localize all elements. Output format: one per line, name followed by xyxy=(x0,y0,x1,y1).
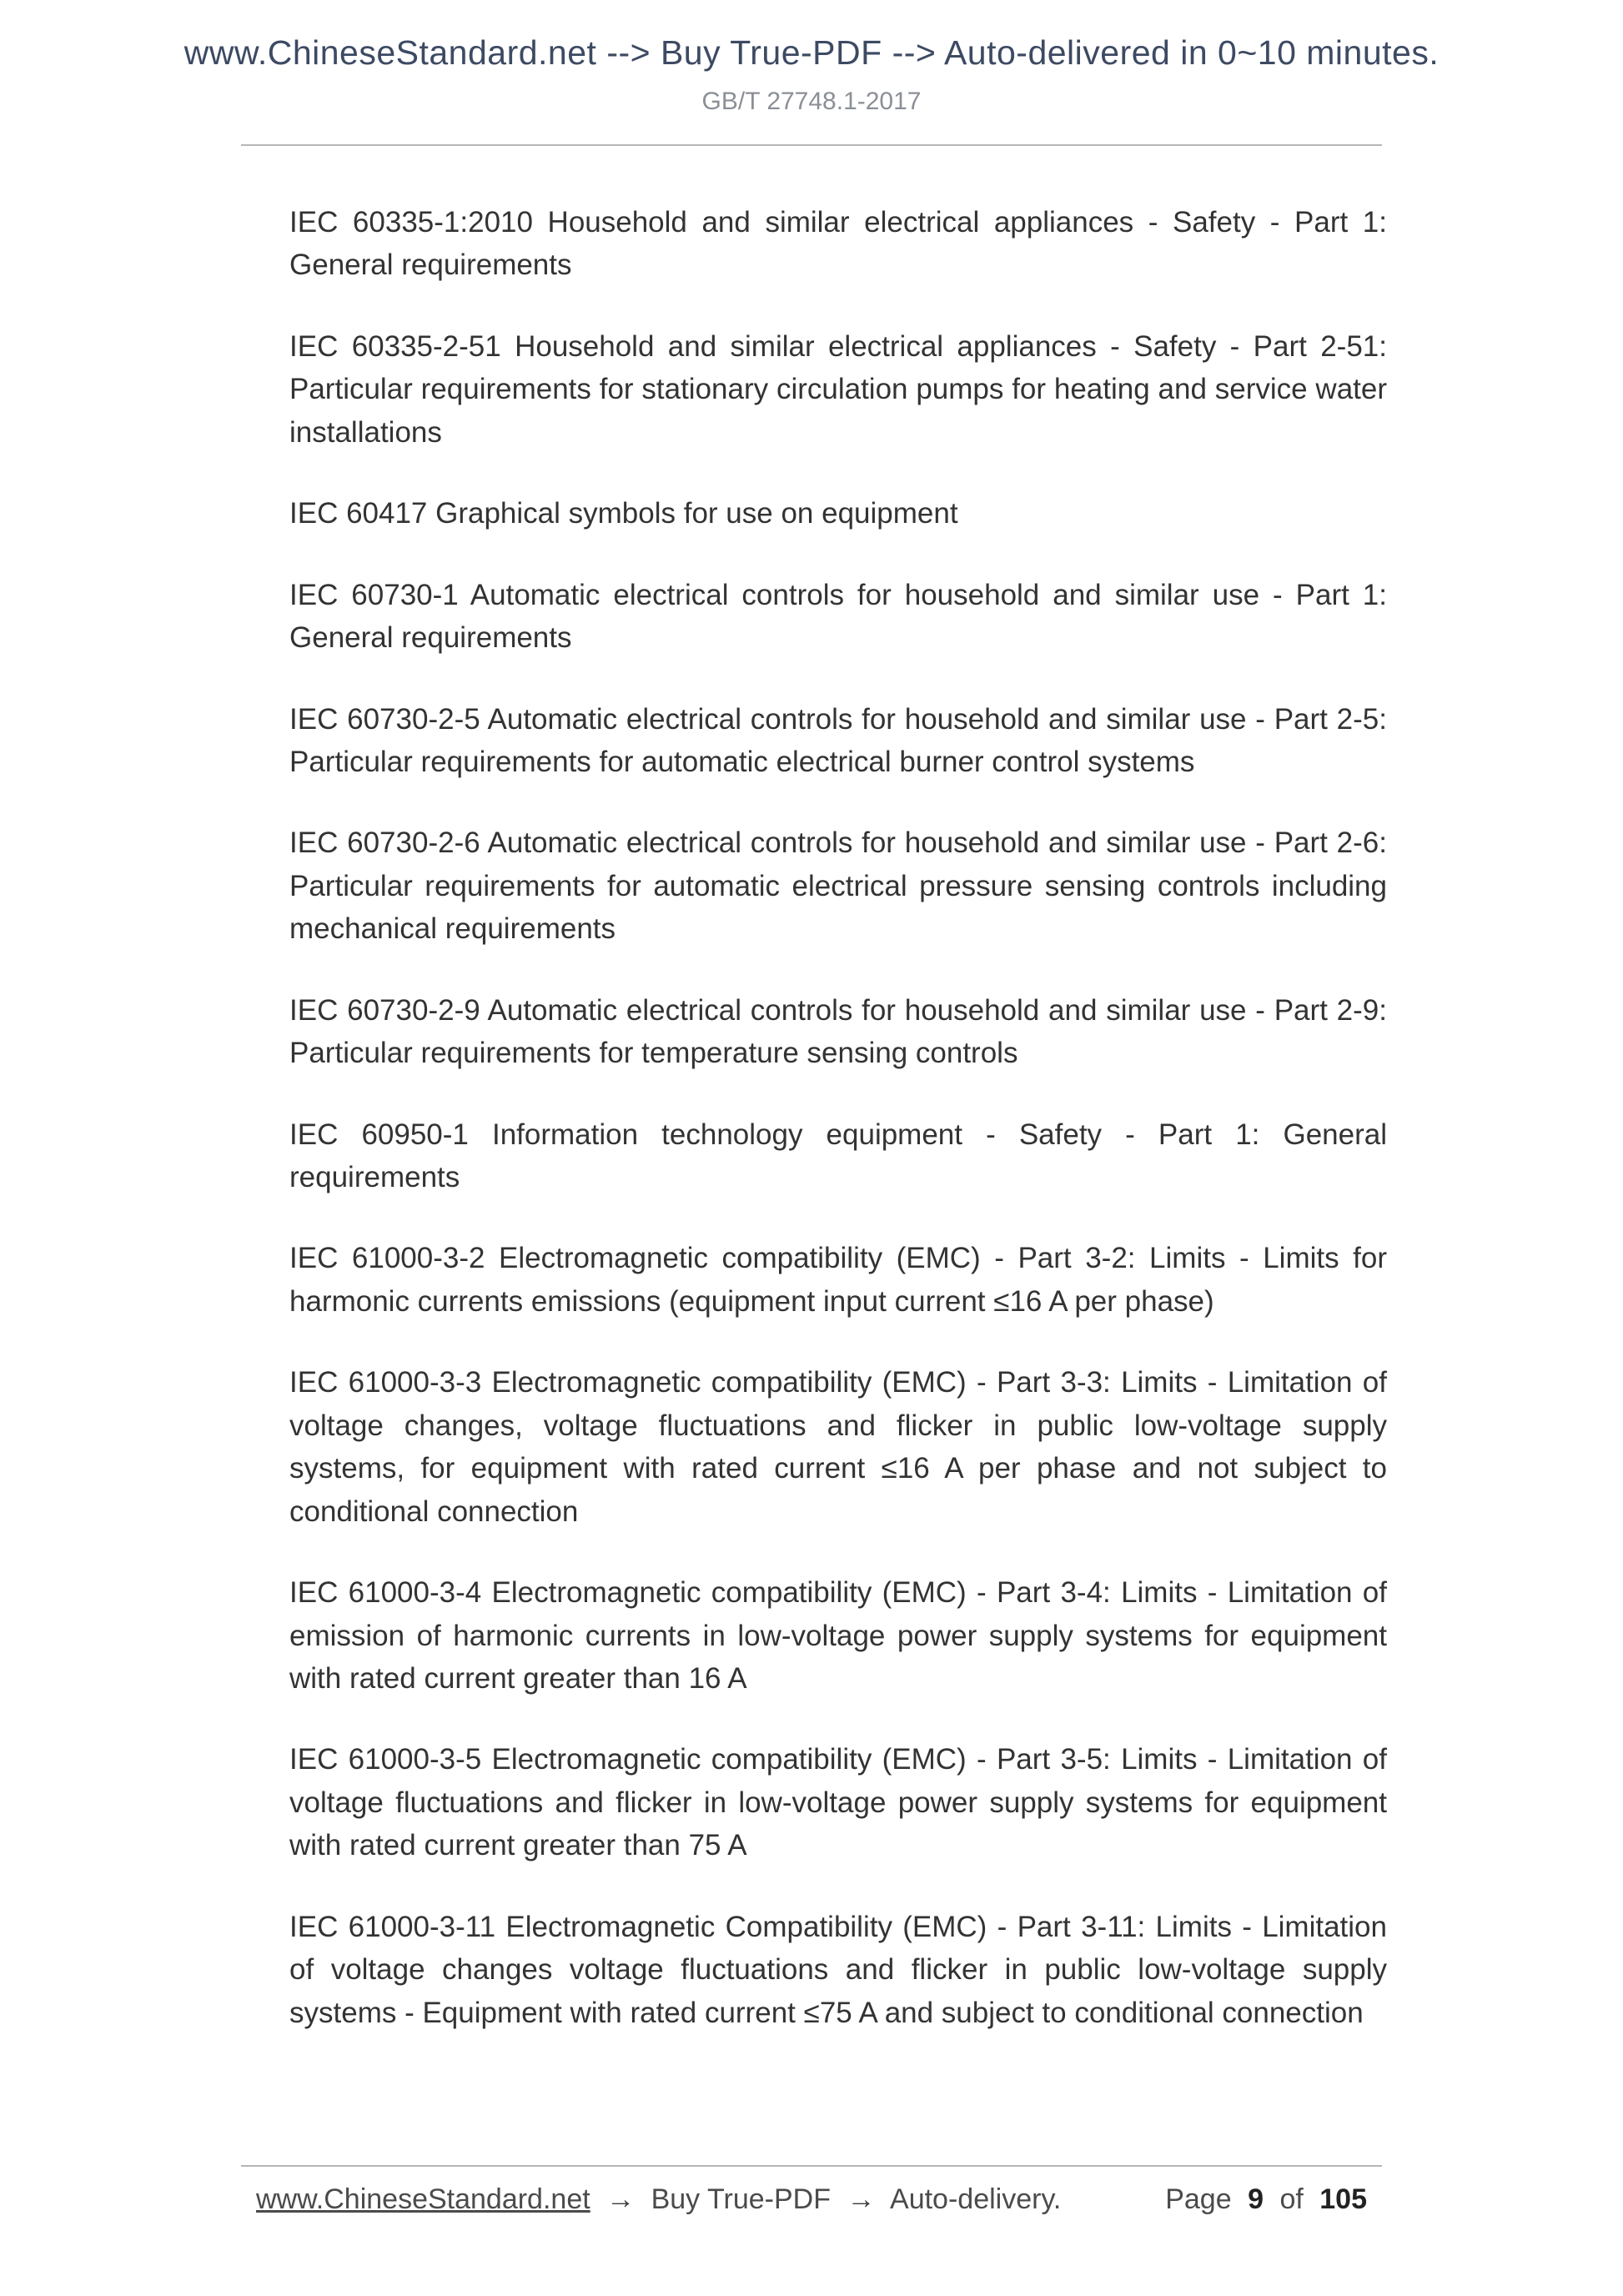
page-footer xyxy=(0,2165,1623,2216)
footer-divider xyxy=(241,2165,1382,2167)
footer-row xyxy=(241,2183,1382,2216)
paragraph: IEC 60417 Graphical symbols for use on equipment xyxy=(289,497,958,530)
footer-links xyxy=(256,2183,1069,2216)
arrow-right-icon: → xyxy=(847,2183,876,2215)
paragraph: IEC 60730-2-5 Automatic electrical controls for household and similar use - Part 2-5: Particular requirements for automatic electrical burner control systems xyxy=(289,702,1387,778)
site-banner: www.ChineseStandard.net --> Buy True-PDF --> Auto-delivered in 0~10 minutes. xyxy=(183,33,1440,72)
footer-delivery-label: Auto-delivery. xyxy=(890,2183,1062,2215)
page-indicator xyxy=(1157,2183,1367,2216)
paragraph: IEC 60335-2-51 Household and similar electrical appliances - Safety - Part 2-51: Particular requirements for stationary circulation pumps for heating and service water installations xyxy=(289,329,1387,449)
page-label: Page xyxy=(1165,2183,1232,2215)
paragraph: IEC 61000-3-2 Electromagnetic compatibility (EMC) - Part 3-2: Limits - Limits for harmonic currents emissions (equipment input current ≤16 A per phase) xyxy=(289,1242,1387,1318)
paragraph: IEC 60730-1 Automatic electrical controls for household and similar use - Part 1: General requirements xyxy=(289,578,1387,655)
paragraph: IEC 61000-3-4 Electromagnetic compatibility (EMC) - Part 3-4: Limits - Limitation of emission of harmonic currents in low-voltage power supply systems for equipment with rated current greater than 16 A xyxy=(289,1576,1387,1695)
footer-buy-label: Buy True-PDF xyxy=(651,2183,831,2215)
page-number: 9 xyxy=(1248,2183,1264,2215)
paragraph: IEC 61000-3-11 Electromagnetic Compatibility (EMC) - Part 3-11: Limits - Limitation of voltage changes voltage fluctuations and flicker in public low-voltage supply systems - Equipment with rated current ≤75 A and subject to conditional connection xyxy=(289,1910,1387,2029)
header-divider xyxy=(241,144,1382,146)
paragraph: IEC 61000-3-3 Electromagnetic compatibility (EMC) - Part 3-3: Limits - Limitation of voltage changes, voltage fluctuations and flicker in public low-voltage supply systems, for equipment with rated current ≤16 A per phase and not subject to conditional connection xyxy=(289,1366,1387,1528)
paragraph: IEC 61000-3-5 Electromagnetic compatibility (EMC) - Part 3-5: Limits - Limitation of voltage fluctuations and flicker in low-voltage power supply systems for equipment with rated current greater than 75 A xyxy=(289,1743,1387,1862)
paragraph: IEC 60730-2-6 Automatic electrical controls for household and similar use - Part 2-6: Particular requirements for automatic electrical pressure sensing controls including mechanical requirements xyxy=(289,826,1387,946)
page-header xyxy=(0,0,1623,116)
standard-number: GB/T 27748.1-2017 xyxy=(701,88,922,115)
paragraph: IEC 60950-1 Information technology equipment - Safety - Part 1: General requirements xyxy=(289,1118,1387,1193)
of-label: of xyxy=(1279,2183,1304,2215)
paragraph: IEC 60335-1:2010 Household and similar electrical appliances - Safety - Part 1: General requirements xyxy=(289,206,1387,282)
total-pages: 105 xyxy=(1319,2183,1367,2215)
paragraph: IEC 60730-2-9 Automatic electrical controls for household and similar use - Part 2-9: Particular requirements for temperature sensing controls xyxy=(289,993,1387,1070)
footer-site-link[interactable]: www.ChineseStandard.net xyxy=(256,2183,590,2215)
document-body xyxy=(289,201,1387,2034)
arrow-right-icon: → xyxy=(606,2183,636,2215)
